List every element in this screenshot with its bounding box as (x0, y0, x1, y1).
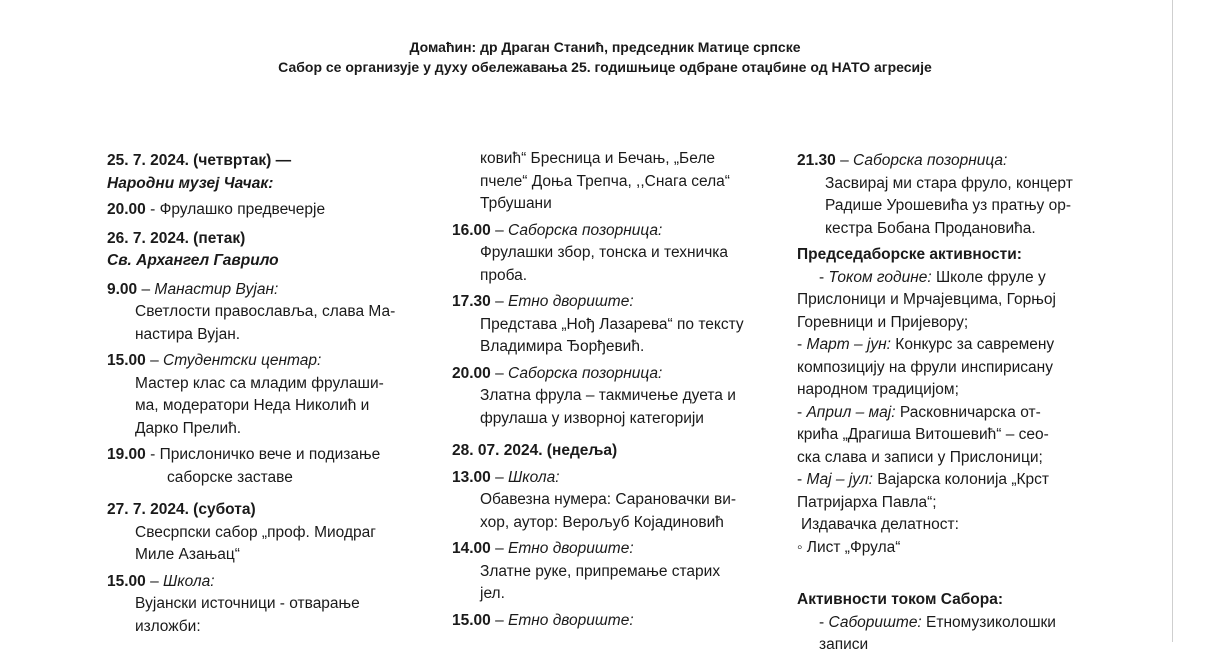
activity-line: - Април – мај: Расковничарска от- (797, 403, 1041, 421)
event-text: фрулаша у изворној категорији (480, 409, 704, 427)
event-text: Дарко Прелић. (135, 419, 242, 437)
program-column-3 (797, 150, 1147, 657)
event-text: Миле Азањац“ (135, 546, 240, 563)
activity-line: - Март – јун: Конкурс за савремену (797, 336, 1055, 353)
activity-text: Патријарха Павла“; (797, 493, 937, 511)
activity-text: народном традицијом; (797, 381, 959, 398)
activity-line: - Мај – јул: Ваjарска колонија „Крст (797, 471, 1049, 488)
page-edge-rule (1172, 0, 1173, 642)
publishing-label: Издавачка делатност: (801, 516, 959, 533)
event-text: Златна фрула – такмичење дуета и (480, 387, 736, 404)
header-host: Домаћин: др Драган Станић, председник Матице српске (409, 39, 801, 55)
event-text: пчеле“ Доња Трепча, ,,Снага села“ (480, 172, 730, 190)
section-heading: Активности током Сабора: (797, 591, 1004, 608)
day-date: 28. 07. 2024. (недеља) (452, 442, 618, 459)
event-heading: 13.00 – Школа: (452, 468, 560, 486)
event-text: Свесрпски сабор „проф. Миодраг (135, 523, 376, 541)
event-heading: 9.00 – Манастир Вујан: (107, 280, 279, 298)
activity-text: крића „Драгиша Витошевић“ – сео- (797, 426, 1049, 443)
event-text: Владимира Ђорђевић. (480, 338, 645, 355)
event-text: Фрулашки збор, тонска и техничка (480, 244, 729, 261)
day-place: Народни музеј Чачак: (107, 174, 274, 192)
event-line: 19.00 - Прислоничко вече и подизање (107, 446, 381, 463)
event-text: кестра Бобана Продановића. (825, 219, 1036, 237)
event-text: саборске заставе (167, 468, 293, 486)
program-column-1 (107, 150, 437, 638)
activity-text: композицију на фрули инспирисану (797, 358, 1053, 376)
event-text: Златне руке, припремање старих (480, 562, 721, 580)
activity-line: - Сабориште: Етномузиколошки (819, 613, 1056, 631)
event-heading: 21.30 – Саборска позорница: (797, 152, 1008, 169)
event-text: ковић“ Бресница и Бечањ, „Беле (480, 150, 715, 167)
event-heading: 20.00 – Саборска позорница: (452, 364, 663, 382)
event-text: Засвирај ми стара фрулo, концерт (825, 174, 1073, 192)
activity-line: - Током године: Школе фруле у (819, 268, 1046, 286)
event-text: Радише Урошевића уз пратњу ор- (825, 197, 1072, 214)
event-text: Вујански источници - отварање (135, 595, 360, 612)
event-heading: 15.00 – Школа: (107, 572, 215, 590)
event-heading: 14.00 – Етно двориште: (452, 540, 634, 557)
header-subtitle: Сабор се организује у духу обележавања 25. годишњице одбране отаџбине од НАТО агресије (278, 59, 932, 75)
event-text: ма, модератори Неда Николић и (135, 397, 370, 414)
event-text: изложби: (135, 617, 201, 635)
event-text: Трбушани (480, 195, 552, 212)
event-line: 20.00 - Фрулашко предвечерје (107, 201, 326, 218)
event-text: настира Вујан. (135, 325, 241, 343)
day-date: 25. 7. 2024. (четвртак) — (107, 152, 292, 169)
event-heading: 15.00 – Студентски центар: (107, 352, 322, 369)
day-date: 26. 7. 2024. (петак) (107, 229, 246, 247)
program-column-2 (452, 148, 782, 632)
event-heading: 16.00 – Саборска позорница: (452, 221, 663, 239)
event-text: Представа „Нођ Лазарева“ по тексту (480, 315, 744, 333)
activity-text: ска слава и записи у Прислоници; (797, 448, 1043, 466)
activity-text: Прислоници и Мрчајевцима, Горњој (797, 291, 1056, 308)
event-text: хор, аутор: Верољуб Којадиновић (480, 513, 724, 531)
event-heading: 17.30 – Етно двориште: (452, 293, 634, 310)
event-text: проба. (480, 266, 528, 284)
day-date: 27. 7. 2024. (субота) (107, 501, 256, 518)
event-text: Обавезна нумера: Сарановачки ви- (480, 491, 737, 508)
activity-text: Горевници и Пријевору; (797, 313, 969, 331)
publishing-item: ◦ Лист „Фрула“ (797, 538, 901, 556)
event-text: јел. (480, 585, 505, 602)
day-place: Св. Архангел Гаврило (107, 252, 279, 269)
activity-text: записи (819, 636, 869, 653)
section-heading: Председаборске активности: (797, 246, 1022, 263)
event-text: Светлости православља, слава Ма- (135, 303, 396, 320)
event-text: Мастер клас са младим фрулаши- (135, 374, 384, 392)
event-heading: 15.00 – Етно двориште: (452, 611, 634, 629)
